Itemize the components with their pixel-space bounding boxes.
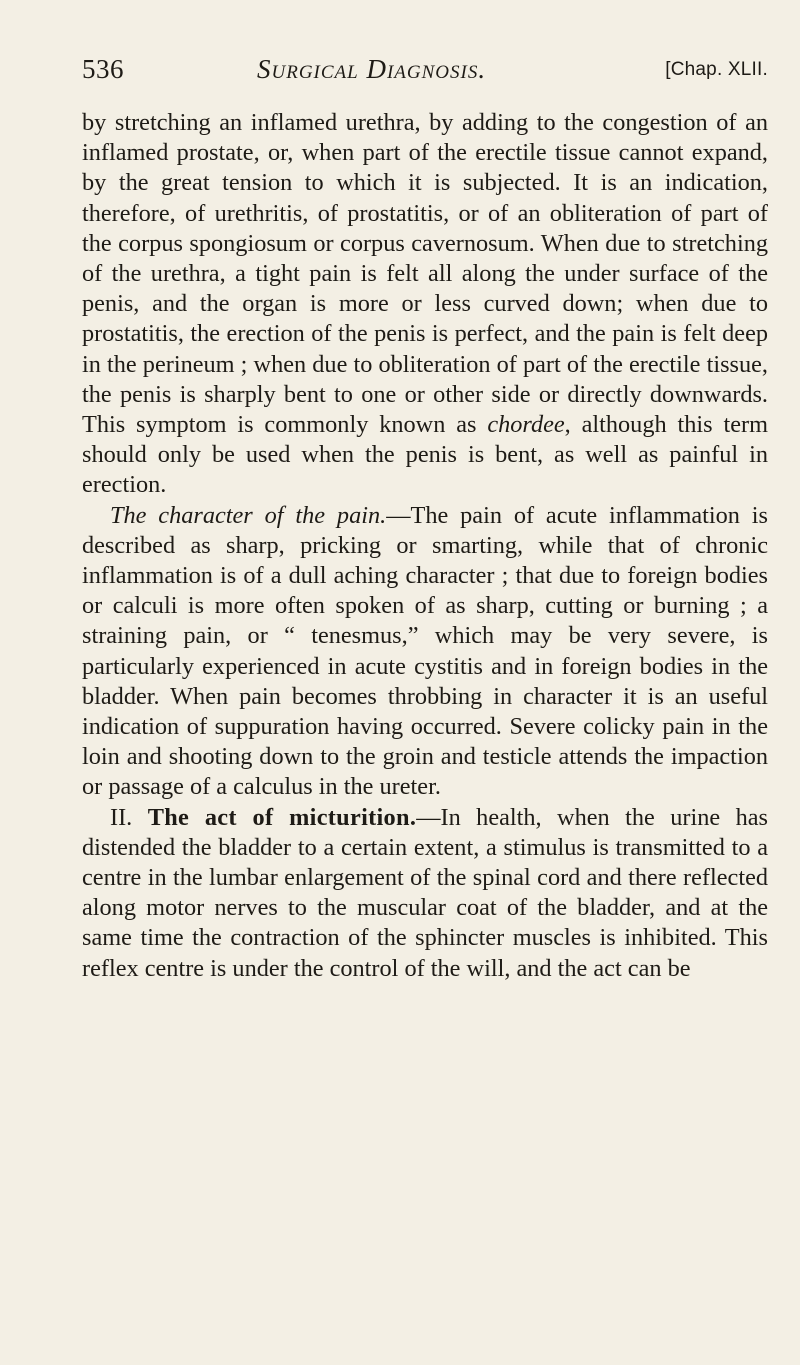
- section-heading-micturition: The act of micturition.: [147, 803, 417, 831]
- paragraph-chordee: [82, 108, 768, 501]
- paragraph-micturition: [82, 803, 768, 984]
- running-head: [82, 54, 768, 98]
- paragraph-text: by stretching an inflamed urethra, by adding to the congestion of an inflamed prostate, or, when part of the erectile tissue cannot expand, by the great tension to which it is subjected. It is an indication, therefore, of urethritis, of prostatitis, or of an obliteration of part of the corpus spongiosum or corpus cavernosum. When due to stretching of the urethra, a tight pain is felt all along the under surface of the penis, and the organ is more or less curved down; when due to prostatitis, the erection of the penis is perfect, and the pain is felt deep in the perineum ; when due to obliteration of part of the erectile tissue, the penis is sharply bent to one or other side or directly downwards. This symptom is commonly known as: [82, 109, 768, 439]
- page-number: 536: [82, 54, 124, 84]
- section-heading-character-of-pain: The character of the pain.: [110, 501, 387, 529]
- book-title: Surgical Diagnosis.: [257, 54, 487, 84]
- term-chordee: chordee: [487, 411, 565, 439]
- body-text: [82, 108, 768, 984]
- book-page: [82, 54, 768, 984]
- paragraph-text: —The pain of acute inflammation is described as sharp, pricking or smarting, while that of chronic inflammation is of a dull aching character ; that due to foreign bodies or calculi is more often spoken of as sharp, cutting or burning ; a straining pain, or “ tenesmus,” which may be very severe, is particularly experienced in acute cystitis and in foreign bodies in the bladder. When pain becomes throbbing in character it is an useful indication of suppuration having occurred. Severe colicky pain in the loin and shooting down to the groin and testicle attends the impaction or passage of a calculus in the ureter.: [82, 501, 769, 801]
- chapter-reference: [Chap. XLII.: [665, 59, 768, 80]
- paragraph-text: —In health, when the urine has distended the bladder to a certain extent, a stimulus is transmitted to a centre in the lumbar enlargement of the spinal cord and there reflected along motor nerves to the muscular coat of the bladder, and at the same time the contraction of the sphincter muscles is inhibited. This reflex centre is under the control of the will, and the act can be: [82, 803, 769, 982]
- paragraph-character-of-pain: [82, 501, 768, 803]
- section-number: II.: [110, 803, 133, 831]
- paragraph-text: , although this term should only be used when the penis is bent, as well as painful in erection.: [82, 411, 768, 499]
